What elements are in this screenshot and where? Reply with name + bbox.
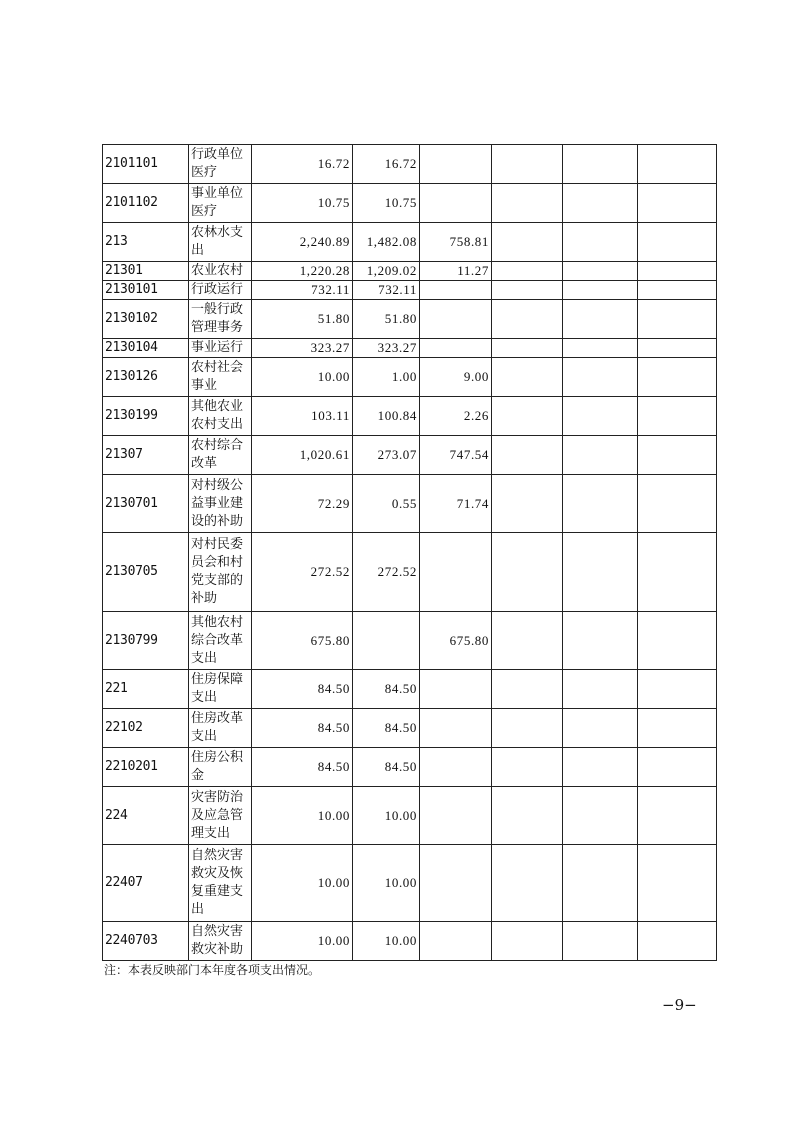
row-col6 bbox=[638, 787, 717, 845]
row-basic: 1,482.08 bbox=[353, 223, 420, 262]
row-basic: 10.00 bbox=[353, 787, 420, 845]
table-row bbox=[103, 300, 717, 339]
row-total: 84.50 bbox=[252, 709, 353, 748]
row-col5 bbox=[563, 436, 638, 475]
row-total: 2,240.89 bbox=[252, 223, 353, 262]
row-name: 其他农村综合改革支出 bbox=[189, 612, 252, 670]
row-basic: 273.07 bbox=[353, 436, 420, 475]
row-col5 bbox=[563, 922, 638, 961]
row-code: 224 bbox=[103, 787, 189, 845]
row-name: 灾害防治及应急管理支出 bbox=[189, 787, 252, 845]
row-col5 bbox=[563, 533, 638, 612]
row-project bbox=[420, 922, 492, 961]
row-code: 2210201 bbox=[103, 748, 189, 787]
row-code: 21307 bbox=[103, 436, 189, 475]
row-project bbox=[420, 748, 492, 787]
row-project bbox=[420, 670, 492, 709]
row-basic: 323.27 bbox=[353, 339, 420, 358]
row-project: 9.00 bbox=[420, 358, 492, 397]
row-project bbox=[420, 184, 492, 223]
table-row bbox=[103, 358, 717, 397]
row-code: 2240703 bbox=[103, 922, 189, 961]
row-basic: 84.50 bbox=[353, 709, 420, 748]
row-name: 自然灾害救灾及恢复重建支出 bbox=[189, 845, 252, 922]
table-row bbox=[103, 397, 717, 436]
row-col6 bbox=[638, 612, 717, 670]
row-col6 bbox=[638, 262, 717, 281]
table-row bbox=[103, 922, 717, 961]
row-col5 bbox=[563, 358, 638, 397]
row-code: 2130126 bbox=[103, 358, 189, 397]
row-col4 bbox=[492, 922, 563, 961]
row-col4 bbox=[492, 300, 563, 339]
row-basic: 0.55 bbox=[353, 475, 420, 533]
row-code: 2130705 bbox=[103, 533, 189, 612]
table-row bbox=[103, 184, 717, 223]
row-col4 bbox=[492, 670, 563, 709]
table-row bbox=[103, 475, 717, 533]
table-note: 注：本表反映部门本年度各项支出情况。 bbox=[104, 963, 321, 977]
row-basic: 1,209.02 bbox=[353, 262, 420, 281]
row-project: 747.54 bbox=[420, 436, 492, 475]
row-total: 732.11 bbox=[252, 281, 353, 300]
row-col5 bbox=[563, 262, 638, 281]
row-project: 11.27 bbox=[420, 262, 492, 281]
row-total: 84.50 bbox=[252, 670, 353, 709]
row-total: 1,020.61 bbox=[252, 436, 353, 475]
row-col4 bbox=[492, 748, 563, 787]
row-project: 675.80 bbox=[420, 612, 492, 670]
row-total: 675.80 bbox=[252, 612, 353, 670]
row-project: 2.26 bbox=[420, 397, 492, 436]
row-col4 bbox=[492, 397, 563, 436]
row-basic: 100.84 bbox=[353, 397, 420, 436]
table-row bbox=[103, 709, 717, 748]
table-row bbox=[103, 612, 717, 670]
row-project bbox=[420, 845, 492, 922]
row-col6 bbox=[638, 436, 717, 475]
row-code: 2130199 bbox=[103, 397, 189, 436]
table-row bbox=[103, 670, 717, 709]
row-name: 住房公积金 bbox=[189, 748, 252, 787]
row-col6 bbox=[638, 475, 717, 533]
row-col6 bbox=[638, 748, 717, 787]
row-basic: 10.00 bbox=[353, 845, 420, 922]
row-col6 bbox=[638, 397, 717, 436]
row-col6 bbox=[638, 145, 717, 184]
table-row bbox=[103, 748, 717, 787]
row-name: 行政运行 bbox=[189, 281, 252, 300]
row-col5 bbox=[563, 709, 638, 748]
table-row bbox=[103, 262, 717, 281]
row-name: 农林水支出 bbox=[189, 223, 252, 262]
row-col6 bbox=[638, 184, 717, 223]
row-name: 住房保障支出 bbox=[189, 670, 252, 709]
row-col4 bbox=[492, 145, 563, 184]
row-total: 10.00 bbox=[252, 787, 353, 845]
row-col4 bbox=[492, 612, 563, 670]
table-row bbox=[103, 223, 717, 262]
row-col4 bbox=[492, 223, 563, 262]
row-total: 72.29 bbox=[252, 475, 353, 533]
row-total: 10.00 bbox=[252, 358, 353, 397]
row-basic: 84.50 bbox=[353, 748, 420, 787]
row-col5 bbox=[563, 223, 638, 262]
table-row bbox=[103, 145, 717, 184]
row-basic: 10.75 bbox=[353, 184, 420, 223]
row-col5 bbox=[563, 339, 638, 358]
row-code: 2130104 bbox=[103, 339, 189, 358]
row-name: 农村社会事业 bbox=[189, 358, 252, 397]
row-name: 行政单位医疗 bbox=[189, 145, 252, 184]
row-col4 bbox=[492, 845, 563, 922]
row-name: 住房改革支出 bbox=[189, 709, 252, 748]
row-project: 758.81 bbox=[420, 223, 492, 262]
row-col6 bbox=[638, 281, 717, 300]
row-basic: 16.72 bbox=[353, 145, 420, 184]
page-number: −9− bbox=[662, 996, 697, 1014]
row-code: 213 bbox=[103, 223, 189, 262]
row-col6 bbox=[638, 223, 717, 262]
row-col5 bbox=[563, 397, 638, 436]
table-row bbox=[103, 436, 717, 475]
row-code: 2130101 bbox=[103, 281, 189, 300]
row-basic: 51.80 bbox=[353, 300, 420, 339]
row-col5 bbox=[563, 748, 638, 787]
row-name: 农业农村 bbox=[189, 262, 252, 281]
row-col6 bbox=[638, 709, 717, 748]
row-code: 2101101 bbox=[103, 145, 189, 184]
table-row bbox=[103, 533, 717, 612]
row-col5 bbox=[563, 184, 638, 223]
row-name: 其他农业农村支出 bbox=[189, 397, 252, 436]
row-name: 对村级公益事业建设的补助 bbox=[189, 475, 252, 533]
row-project bbox=[420, 145, 492, 184]
row-col4 bbox=[492, 184, 563, 223]
row-code: 2101102 bbox=[103, 184, 189, 223]
row-project bbox=[420, 709, 492, 748]
row-col4 bbox=[492, 787, 563, 845]
row-code: 22102 bbox=[103, 709, 189, 748]
table-row bbox=[103, 339, 717, 358]
table-row bbox=[103, 787, 717, 845]
row-basic: 84.50 bbox=[353, 670, 420, 709]
row-code: 221 bbox=[103, 670, 189, 709]
row-col6 bbox=[638, 533, 717, 612]
row-project bbox=[420, 281, 492, 300]
row-code: 2130102 bbox=[103, 300, 189, 339]
row-col6 bbox=[638, 670, 717, 709]
row-basic bbox=[353, 612, 420, 670]
row-total: 10.00 bbox=[252, 922, 353, 961]
row-total: 10.00 bbox=[252, 845, 353, 922]
row-project: 71.74 bbox=[420, 475, 492, 533]
row-col4 bbox=[492, 262, 563, 281]
row-total: 272.52 bbox=[252, 533, 353, 612]
row-col5 bbox=[563, 475, 638, 533]
row-col5 bbox=[563, 787, 638, 845]
row-col4 bbox=[492, 281, 563, 300]
row-total: 103.11 bbox=[252, 397, 353, 436]
row-project bbox=[420, 533, 492, 612]
row-code: 22407 bbox=[103, 845, 189, 922]
row-basic: 732.11 bbox=[353, 281, 420, 300]
row-basic: 10.00 bbox=[353, 922, 420, 961]
row-name: 一般行政管理事务 bbox=[189, 300, 252, 339]
row-col4 bbox=[492, 533, 563, 612]
row-col6 bbox=[638, 845, 717, 922]
row-col4 bbox=[492, 436, 563, 475]
row-col4 bbox=[492, 709, 563, 748]
row-name: 农村综合改革 bbox=[189, 436, 252, 475]
row-name: 事业单位医疗 bbox=[189, 184, 252, 223]
row-col5 bbox=[563, 145, 638, 184]
expenditure-table bbox=[102, 144, 717, 961]
row-basic: 272.52 bbox=[353, 533, 420, 612]
row-total: 16.72 bbox=[252, 145, 353, 184]
row-code: 2130799 bbox=[103, 612, 189, 670]
row-col4 bbox=[492, 475, 563, 533]
row-total: 10.75 bbox=[252, 184, 353, 223]
row-basic: 1.00 bbox=[353, 358, 420, 397]
row-col4 bbox=[492, 339, 563, 358]
row-col6 bbox=[638, 300, 717, 339]
row-total: 51.80 bbox=[252, 300, 353, 339]
row-col5 bbox=[563, 300, 638, 339]
row-col5 bbox=[563, 281, 638, 300]
row-total: 323.27 bbox=[252, 339, 353, 358]
row-code: 2130701 bbox=[103, 475, 189, 533]
row-project bbox=[420, 339, 492, 358]
table-row bbox=[103, 281, 717, 300]
row-total: 1,220.28 bbox=[252, 262, 353, 281]
row-col5 bbox=[563, 670, 638, 709]
table-row bbox=[103, 845, 717, 922]
row-name: 事业运行 bbox=[189, 339, 252, 358]
row-project bbox=[420, 787, 492, 845]
row-col6 bbox=[638, 339, 717, 358]
row-total: 84.50 bbox=[252, 748, 353, 787]
row-project bbox=[420, 300, 492, 339]
row-col6 bbox=[638, 358, 717, 397]
table-body bbox=[103, 145, 717, 961]
row-name: 对村民委员会和村党支部的补助 bbox=[189, 533, 252, 612]
row-col6 bbox=[638, 922, 717, 961]
row-col5 bbox=[563, 612, 638, 670]
row-col5 bbox=[563, 845, 638, 922]
row-code: 21301 bbox=[103, 262, 189, 281]
row-name: 自然灾害救灾补助 bbox=[189, 922, 252, 961]
row-col4 bbox=[492, 358, 563, 397]
